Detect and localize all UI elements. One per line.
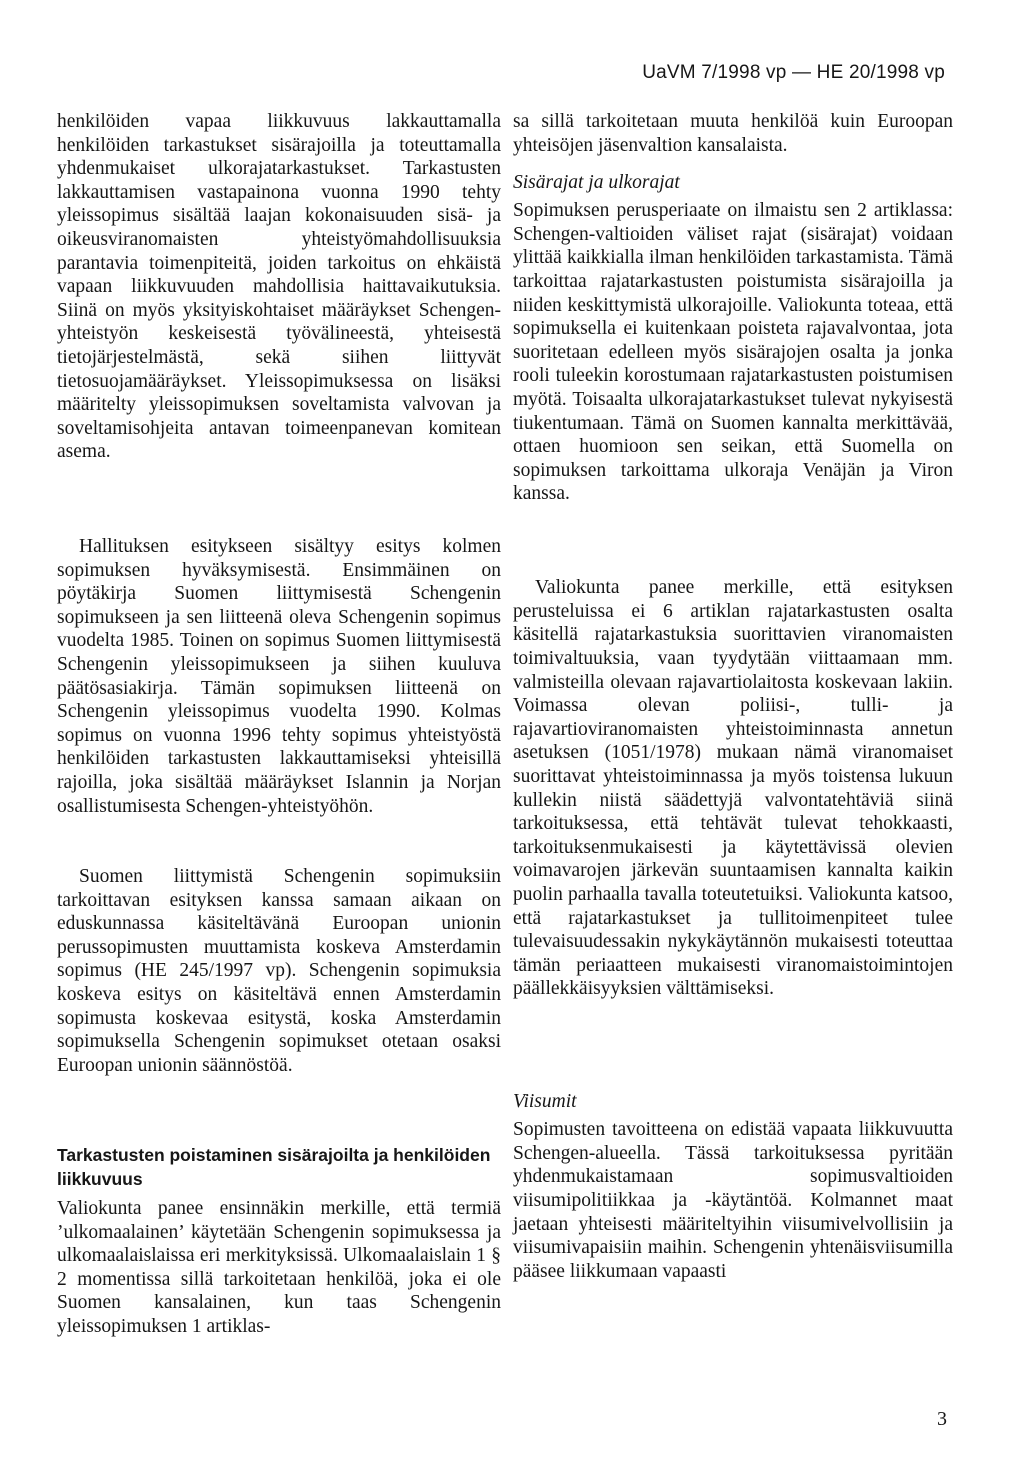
- right-column: [513, 110, 953, 1283]
- body-paragraph: henkilöiden vapaa liikkuvuus lakkauttamalla henkilöiden tarkastukset sisärajoilla ja toteuttamalla yhdenmukaiset ulkorajatarkastukset. Tarkastusten lakkauttamisen vastapainona vuonna 1990 tehty yleissopimus sisältää laajan kokonaisuuden sisä- ja oikeusviranomaisten yhteistyömahdollisuuksia parantavia toimenpiteitä, joiden tarkoitus on ehkäistä vapaan liikkuvuuden mahdollisia haittavaikutuksia. Siinä on myös yksityiskohtaiset määräykset Schengen-yhteistyön keskeisestä työvälineestä, yhteisestä tietojärjestelmästä, sekä siihen liittyvät tietosuojamääräykset. Yleissopimuksessa on lisäksi määritelty yleissopimuksen soveltamista valvovan ja soveltamisohjeita antavan toimeenpanevan komitean asema.: [57, 111, 501, 463]
- body-paragraph: Valiokunta panee merkille, että esityksen perusteluissa ei 6 artiklan rajatarkastusten osalta käsitellä rajatarkastuksia suorittavien viranomaisten toimivaltuuksia, vaan tyydytään viittaamaan mm. valmisteilla olevaan rajavartiolaitosta koskevaan lakiin. Voimassa olevan poliisi-, tulli- ja rajavartioviranomaisten yhteistoiminnasta annetun asetuksen (1051/1978) mukaan nämä viranomaiset suorittavat yhteistoiminnassa ja myös toistensa lukuun kullekin niistä säädettyjä valvontatehtäviä siinä tarkoituksessa, että tehtävät tulevat tehokkaasti, tarkoituksenmukaisesti ja käytettävissä olevien voimavarojen järkevän suuntaamisen kannalta kaikin puolin parhaalla tavalla toteutetuiksi. Valiokunta katsoo, että rajatarkastukset ja tullitoimenpiteet tulee tulevaisuudessakin nykykäytännön mukaisesti toteuttaa tämän periaatteen mukaisesti viranomaistoimintojen päällekkäisyyksien välttämiseksi.: [513, 577, 953, 1000]
- subsection-heading: Viisumit: [513, 1091, 577, 1113]
- body-paragraph: Valiokunta panee ensinnäkin merkille, että termiä ’ulkomaalainen’ käytetään Schengenin sopimuksessa ja ulkomaalaislaissa eri merkityksissä. Ulkomaalaislain 1 § 2 momentissa sillä tarkoitetaan henkilöä, joka ei ole Suomen kansalainen, kun taas Schengenin yleissopimuksen 1 artiklas-: [57, 1198, 501, 1337]
- document-reference-header: UaVM 7/1998 vp — HE 20/1998 vp: [642, 62, 945, 83]
- body-paragraph: Hallituksen esitykseen sisältyy esitys kolmen sopimuksen hyväksymisestä. Ensimmäinen on pöytäkirja Suomen liittymisestä Schengenin sopimukseen ja sen liitteenä oleva Schengenin sopimus vuodelta 1985. Toinen on sopimus Suomen liittymisestä Schengenin yleissopimukseen ja siihen kuuluva päätösasiakirja. Tämän sopimuksen liitteenä on Schengenin yleissopimus vuodelta 1990. Kolmas sopimus on vuonna 1996 tehty sopimus yhteistyöstä henkilöiden tarkastusten lakkauttamiseksi yhteisillä rajoilla, joka sisältää määräykset Islannin ja Norjan osallistumisesta Schengen-yhteistyöhön.: [57, 536, 501, 817]
- subsection-heading: Sisärajat ja ulkorajat: [513, 172, 680, 194]
- body-paragraph: Sopimuksen perusperiaate on ilmaistu sen 2 artiklassa: Schengen-valtioiden väliset rajat (sisärajat) voidaan ylittää kaikkialla ilman henkilöiden tarkastamista. Tämä tarkoittaa rajatarkastusten poistumista sisärajoilla ja niiden keskittymistä ulkorajoille. Valiokunta toteaa, että sopimuksella ei kuitenkaan poisteta rajavalvontaa, jota suoritetaan edelleen myös sisärajojen osalta ja jonka rooli tuleekin korostumaan rajatarkastusten poistumisen myötä. Toisaalta ulkorajatarkastukset tulevat nykyisestä tiukentumaan. Tämä on Suomen kannalta merkittävää, ottaen huomioon sen seikan, että Suomella on sopimuksen tarkoittama ulkoraja Venäjän ja Viron kanssa.: [513, 200, 953, 505]
- left-column: [57, 110, 501, 1339]
- body-paragraph: sa sillä tarkoitetaan muuta henkilöä kuin Euroopan yhteisöjen jäsenvaltion kansalaista.: [513, 111, 953, 156]
- body-paragraph: Sopimusten tavoitteena on edistää vapaata liikkuvuutta Schengen-alueella. Tässä tarkoituksessa pyritään yhdenmukaistamaan sopimusvaltioiden viisumipolitiikkaa ja -käytäntöä. Kolmannet maat jaetaan yhteisesti määriteltyihin viisumivelvollisiin ja viisumivapaisiin maihin. Schengenin yhtenäisviisumilla pääsee liikkumaan vapaasti: [513, 1119, 953, 1282]
- body-paragraph: Suomen liittymistä Schengenin sopimuksiin tarkoittavan esityksen kanssa samaan aikaan on eduskunnassa käsiteltävänä Euroopan unionin perussopimusten muuttamista koskeva Amsterdamin sopimus (HE 245/1997 vp). Schengenin sopimuksia koskeva esitys on käsiteltävä ennen Amsterdamin sopimusta koskevaa esitystä, koska Amsterdamin sopimuksella Schengenin sopimukset otetaan osaksi Euroopan unionin säännöstöä.: [57, 866, 501, 1076]
- page-number: 3: [937, 1408, 947, 1430]
- section-heading: Tarkastusten poistaminen sisärajoilta ja henkilöiden liikkuvuus: [57, 1145, 491, 1189]
